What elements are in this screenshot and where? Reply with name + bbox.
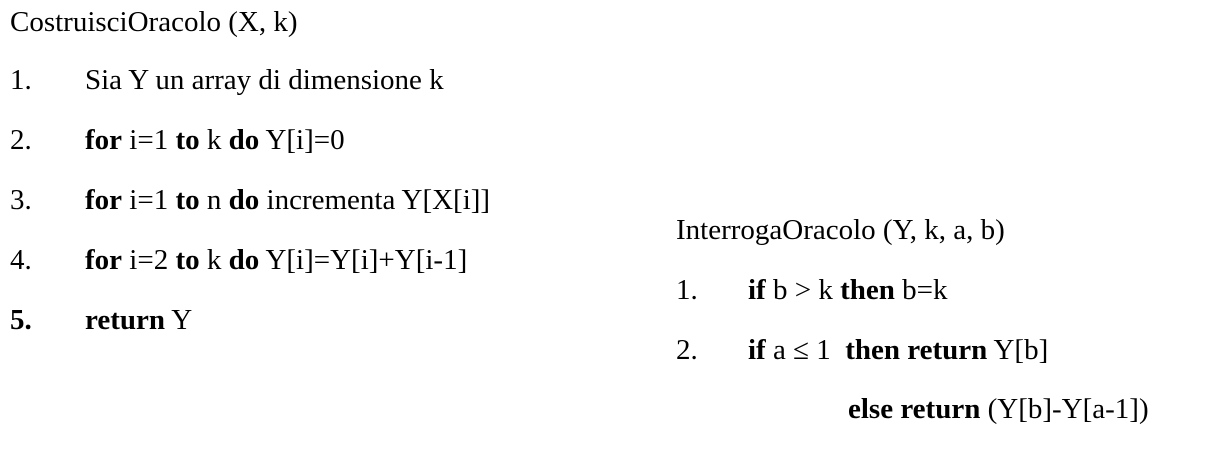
code-text: k bbox=[199, 244, 229, 276]
code-text: Y bbox=[165, 304, 193, 336]
keyword-return: return bbox=[85, 304, 166, 336]
code-text: b=k bbox=[894, 274, 948, 306]
keyword-for: for bbox=[85, 244, 123, 276]
interroga-oracolo-block bbox=[600, 0, 1205, 452]
keyword-for: for bbox=[85, 184, 123, 216]
left-line-5-number: 5. bbox=[10, 304, 32, 336]
keyword-for: for bbox=[85, 124, 123, 156]
keyword-to: to bbox=[175, 184, 200, 216]
code-text: (Y[b]-Y[a-1]) bbox=[980, 393, 1149, 425]
right-line-1-code bbox=[748, 276, 947, 305]
code-text: incrementa Y[X[i]] bbox=[259, 184, 491, 216]
keyword-then: then bbox=[840, 274, 895, 306]
left-line-4-code bbox=[85, 246, 467, 275]
keyword-else-return: else return bbox=[848, 393, 981, 425]
left-line-3-number: 3. bbox=[10, 184, 32, 216]
costruisci-oracolo-title: CostruisciOracolo (X, k) bbox=[10, 6, 298, 38]
keyword-to: to bbox=[175, 244, 200, 276]
left-line-2-code bbox=[85, 126, 345, 155]
right-line-2-number: 2. bbox=[676, 334, 698, 366]
keyword-do: do bbox=[228, 244, 260, 276]
right-line-1-number: 1. bbox=[676, 274, 698, 306]
left-line-1-code bbox=[85, 66, 444, 95]
left-line-4-number: 4. bbox=[10, 244, 32, 276]
keyword-if: if bbox=[748, 334, 766, 366]
left-line-3-code bbox=[85, 186, 490, 215]
code-text: n bbox=[199, 184, 229, 216]
code-text: k bbox=[199, 124, 229, 156]
code-text: Y[i]=0 bbox=[259, 124, 345, 156]
code-text: Y[b] bbox=[987, 334, 1049, 366]
left-line-1-text: Sia Y un array di dimensione k bbox=[85, 64, 444, 96]
code-text: b > k bbox=[765, 274, 841, 306]
keyword-do: do bbox=[228, 124, 260, 156]
code-text: i=2 bbox=[122, 244, 176, 276]
keyword-do: do bbox=[228, 184, 260, 216]
keyword-if: if bbox=[748, 274, 766, 306]
right-line-3-code bbox=[848, 395, 1149, 424]
interroga-oracolo-title: InterrogaOracolo (Y, k, a, b) bbox=[676, 214, 1005, 246]
keyword-then-return: then return bbox=[845, 334, 988, 366]
code-text: a ≤ 1 bbox=[765, 334, 846, 366]
code-text: i=1 bbox=[122, 184, 176, 216]
code-text: i=1 bbox=[122, 124, 176, 156]
left-line-2-number: 2. bbox=[10, 124, 32, 156]
keyword-to: to bbox=[175, 124, 200, 156]
left-line-1-number: 1. bbox=[10, 64, 32, 96]
left-line-5-code bbox=[85, 306, 192, 335]
costruisci-oracolo-block bbox=[0, 0, 600, 452]
code-text: Y[i]=Y[i]+Y[i-1] bbox=[259, 244, 468, 276]
right-line-2-code bbox=[748, 336, 1048, 365]
